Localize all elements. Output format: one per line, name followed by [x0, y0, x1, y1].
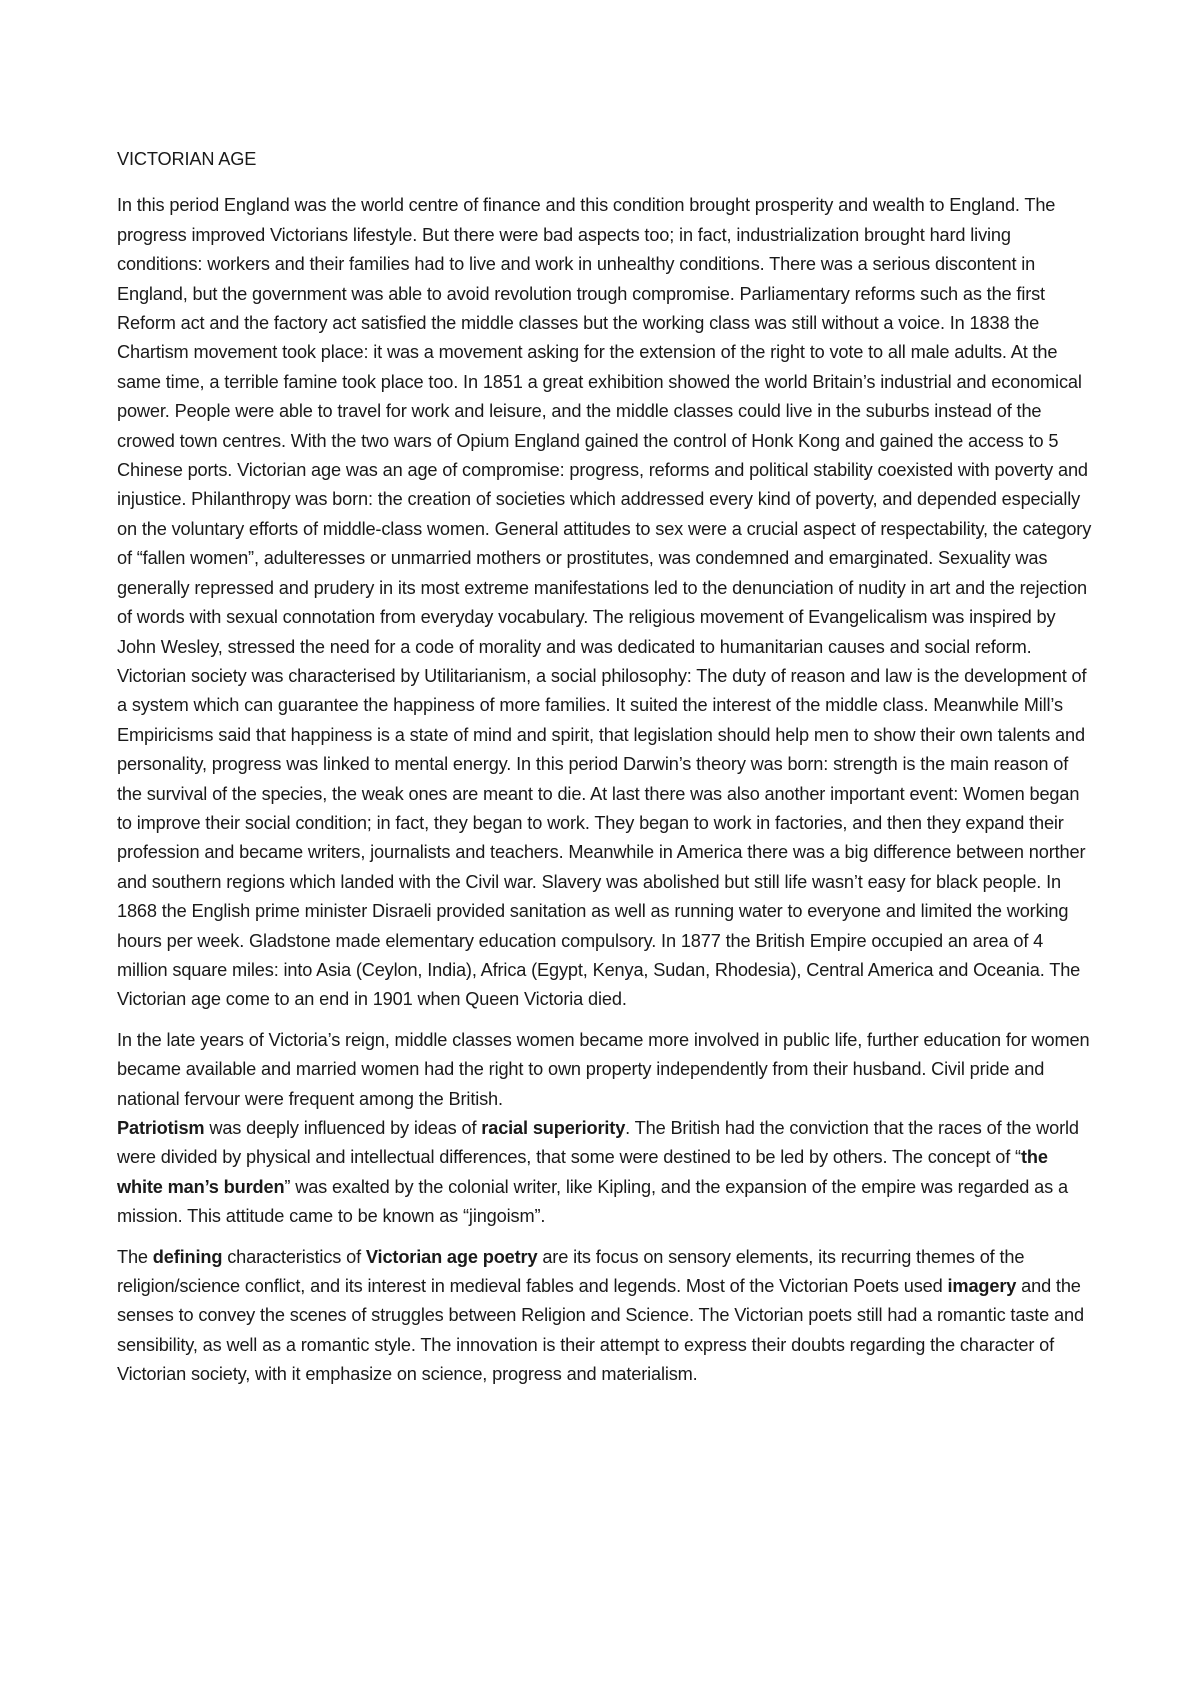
- bold-racial-superiority: racial superiority: [481, 1118, 626, 1138]
- paragraph-text: . The British had the conviction that the races of the world were divided by physical and intellectual differences, that some were destined to be led by others. The concept of “: [117, 1118, 1079, 1168]
- bold-defining: defining: [152, 1246, 223, 1267]
- paragraph-patriotism: [117, 1114, 1092, 1232]
- paragraph-text: ” was exalted by the colonial writer, like Kipling, and the expansion of the empire was regarded as a mission. This attitude came to be known as “jingoism”.: [117, 1176, 1068, 1227]
- paragraph-text: are its focus on sensory elements, its recurring themes of the religion/science conflict, and its interest in medieval fables and legends. Most of the Victorian Poets used: [117, 1246, 1025, 1297]
- paragraph-text: characteristics of: [222, 1246, 366, 1267]
- paragraph-late-reign: In the late years of Victoria’s reign, middle classes women became more involved in public life, further education for women became available and married women had the right to own property independently from their husband. Civil pride and national fervour were frequent among the British.: [117, 1029, 1090, 1109]
- paragraph-history: In this period England was the world centre of finance and this condition brought prosperity and wealth to England. The progress improved Victorians lifestyle. But there were bad aspects too; in fact, industrialization brought hard living conditions: workers and their families had to live and work in unhealthy conditions. There was a serious discontent in England, but the government was able to avoid revolution trough compromise. Parliamentary reforms such as the first Reform act and the factory act satisfied the middle classes but the working class was still without a voice. In 1838 the Chartism movement took place: it was a movement asking for the extension of the right to vote to all male adults. At the same time, a terrible famine took place too. In 1851 a great exhibition showed the world Britain’s industrial and economical power. People were able to travel for work and leisure, and the middle classes could live in the suburbs instead of the crowed town centres. With the two wars of Opium England gained the control of Honk Kong and gained the access to 5 Chinese ports. Victorian age was an age of compromise: progress, reforms and political stability coexisted with poverty and injustice. Philanthropy was born: the creation of societies which addressed every kind of poverty, and depended especially on the voluntary efforts of middle-class women. General attitudes to sex were a crucial aspect of respectability, the category of “fallen women”, adulteresses or unmarried mothers or prostitutes, was condemned and emarginated. Sexuality was generally repressed and prudery in its most extreme manifestations led to the denunciation of nudity in art and the rejection of words with sexual connotation from everyday vocabulary. The religious movement of Evangelicalism was inspired by John Wesley, stressed the need for a code of morality and was dedicated to humanitarian causes and social reform. Victorian society was characterised by Utilitarianism, a social philosophy: The duty of reason and law is the development of a system which can guarantee the happiness of more families. It suited the interest of the middle class. Meanwhile Mill’s Empiricisms said that happiness is a state of mind and spirit, that legislation should help men to show their own talents and personality, progress was linked to mental energy. In this period Darwin’s theory was born: strength is the main reason of the survival of the species, the weak ones are meant to die. At last there was also another important event: Women began to improve their social condition; in fact, they began to work. They began to work in factories, and then they expand their profession and became writers, journalists and teachers. Meanwhile in America there was a big difference between norther and southern regions which landed with the Civil war. Slavery was abolished but still life wasn’t easy for black people. In 1868 the English prime minister Disraeli provided sanitation as well as running water to everyone and limited the working hours per week. Gladstone made elementary education compulsory. In 1877 the British Empire occupied an area of 4 million square miles: into Asia (Ceylon, India), Africa (Egypt, Kenya, Sudan, Rhodesia), Central America and Oceania. The Victorian age come to an end in 1901 when Queen Victoria died.: [117, 195, 1092, 1010]
- bold-patriotism: Patriotism: [117, 1118, 205, 1138]
- paragraph-text: was deeply influenced by ideas of: [204, 1118, 482, 1138]
- paragraph-poetry: [117, 1243, 1092, 1390]
- document-page: [117, 145, 1092, 1401]
- bold-imagery: imagery: [947, 1276, 1017, 1297]
- document-title: VICTORIAN AGE: [117, 149, 257, 169]
- paragraph-text: The: [117, 1246, 153, 1267]
- paragraph-text: and the senses to convey the scenes of struggles between Religion and Science. The Victorian poets still had a romantic taste and sensibility, as well as a romantic style. The innovation is their attempt to express their doubts regarding the character of Victorian society, with it emphasize on science, progress and materialism.: [117, 1276, 1084, 1385]
- bold-victorian-age-poetry: Victorian age poetry: [365, 1246, 538, 1267]
- bold-white-mans-burden: the white man’s burden: [117, 1147, 1048, 1197]
